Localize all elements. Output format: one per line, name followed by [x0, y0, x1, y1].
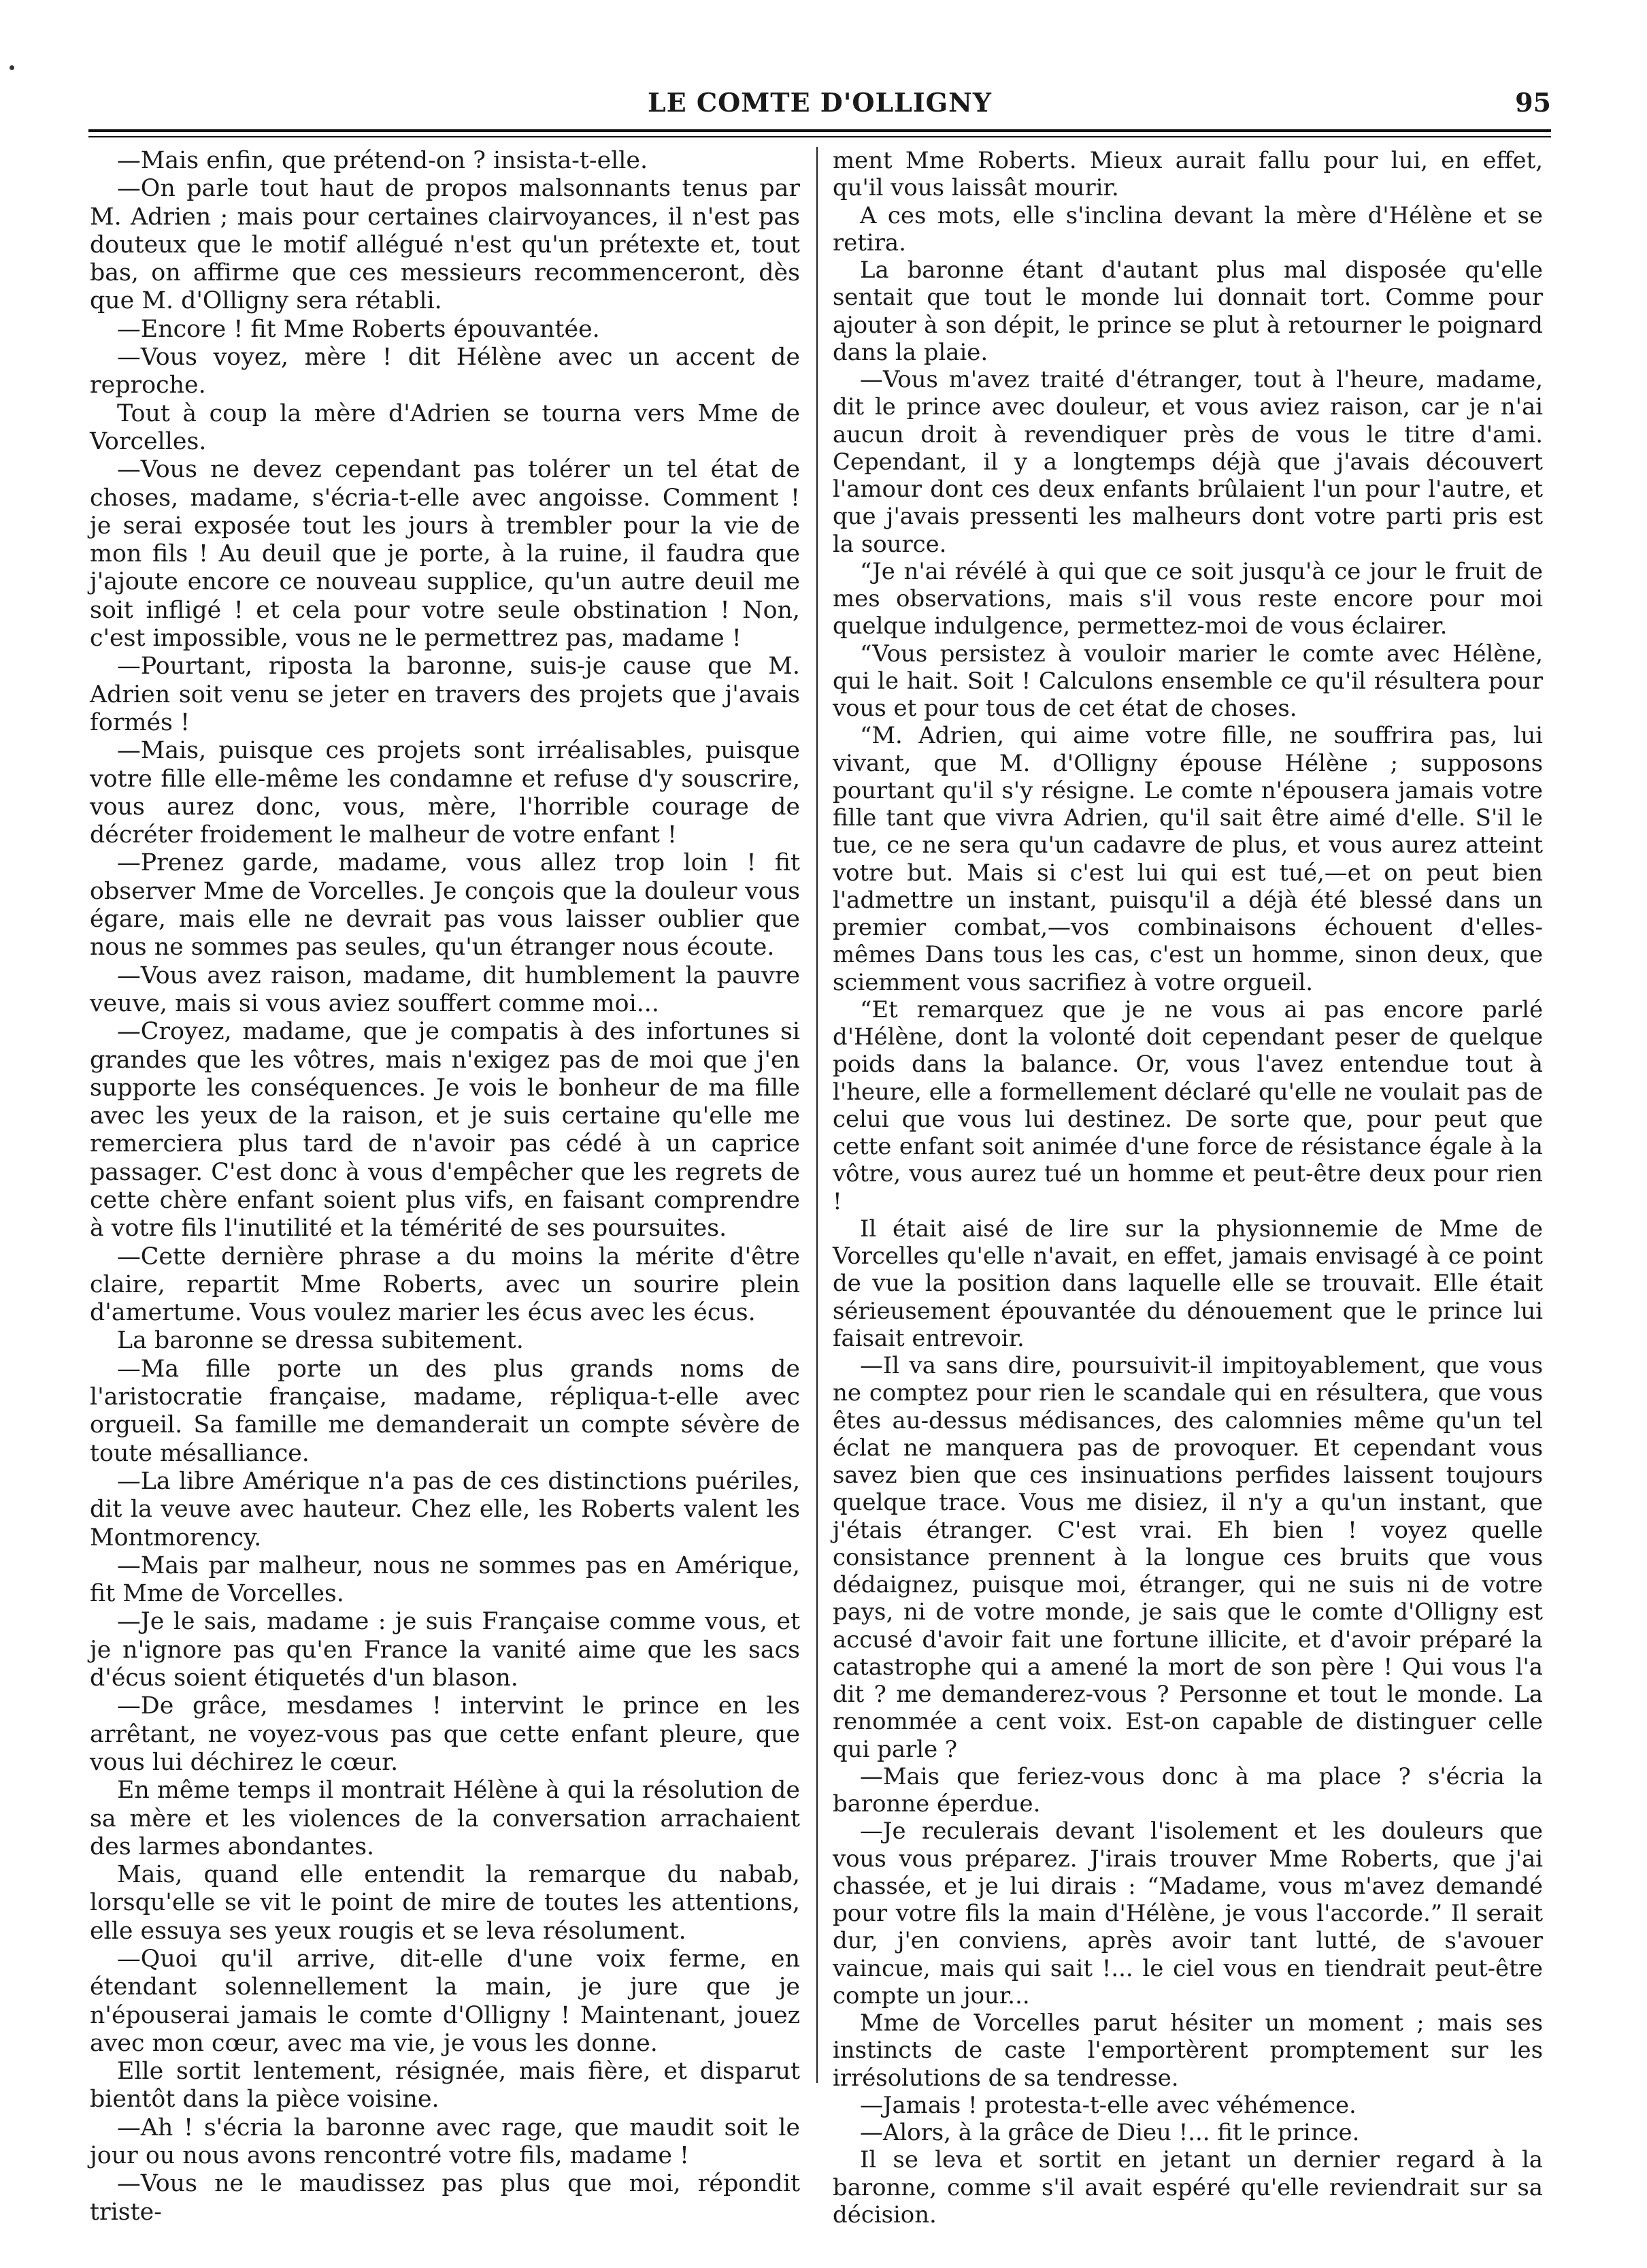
paragraph: —Ah ! s'écria la baronne avec rage, que maudit soit le jour ou nous avons rencontré votre fils, madame ! — [90, 2114, 800, 2170]
paragraph: —Alors, à la grâce de Dieu !... fit le prince. — [860, 2119, 1360, 2146]
page-header — [88, 87, 1551, 127]
paragraph: “Je n'ai révélé à qui que ce soit jusqu'à ce jour le fruit de mes observations, mais s'il vous reste encore pour moi quelque indulgence, permettez-moi de vous éclairer. — [833, 557, 1543, 640]
header-rule-thin — [88, 136, 1551, 137]
paragraph: —Mais que feriez-vous donc à ma place ? s'écria la baronne éperdue. — [833, 1762, 1543, 1817]
paragraph: —De grâce, mesdames ! intervint le prince en les arrêtant, ne voyez-vous pas que cette enfant pleure, que vous lui déchirez le cœur. — [90, 1692, 800, 1776]
paragraph: La baronne se dressa subitement. — [117, 1327, 524, 1355]
page-number: 95 — [1515, 87, 1551, 118]
paragraph: —Il va sans dire, poursuivit-il impitoyablement, que vous ne comptez pour rien le scandale qui en résultera, que vous êtes au-dessus médisances, des calomnies même qu'un tel éclat ne manquera pas de provoquer. Et cependant vous savez bien que ces insinuations perfides laissent toujours quelque trace. Vous me disiez, il n'y a qu'un instant, que j'étais étranger. C'est vrai. Eh bien ! voyez quelle consistance prennent à la longue ces bruits que vous dédaignez, puisque moi, étranger, qui ne suis ni de votre pays, ni de votre monde, je sais que le comte d'Olligny est accusé d'avoir fait une fortune illicite, et d'avoir préparé la catastrophe qui a amené la mort de son père ! Qui vous l'a dit ? me demanderez-vous ? Personne et tout le monde. La renommée a cent voix. Est-on capable de distinguer celle qui parle ? — [833, 1352, 1543, 1762]
paragraph: “M. Adrien, qui aime votre fille, ne souffrira pas, lui vivant, que M. d'Olligny épouse Hélène ; supposons pourtant qu'il s'y résigne. Le comte n'épousera jamais votre fille tant que vivra Adrien, qu'il sait être aimé d'elle. S'il le tue, ce ne sera qu'un cadavre de plus, et vous aurez atteint votre but. Mais si c'est lui qui est tué,—et on peut bien l'admettre un instant, puisqu'il a déjà été blessé dans un premier combat,—vos combinaisons échouent d'elles-mêmes Dans tous les cas, c'est un homme, sinon deux, que sciemment vous sacrifiez à votre orgueil. — [833, 722, 1543, 996]
text-column-right — [833, 147, 1543, 2229]
paragraph: —Croyez, madame, que je compatis à des infortunes si grandes que les vôtres, mais n'exigez pas de moi que j'en supporte les conséquences. Je vois le bonheur de ma fille avec les yeux de la raison, et je suis certaine qu'elle me remerciera plus tard de n'avoir pas cédé à un caprice passager. C'est donc à vous d'empêcher que les regrets de cette chère enfant soient plus vifs, en faisant comprendre à votre fils l'inutilité et la témérité de ses poursuites. — [90, 1018, 800, 1243]
paragraph: Mais, quand elle entendit la remarque du nabab, lorsqu'elle se vit le point de mire de toutes les attentions, elle essuya ses yeux rougis et se leva résolument. — [90, 1861, 800, 1945]
paragraph: La baronne étant d'autant plus mal disposée qu'elle sentait que tout le monde lui donnait tort. Comme pour ajouter à son dépit, le prince se plut à retourner le poignard dans la plaie. — [833, 257, 1543, 365]
paragraph: En même temps il montrait Hélène à qui la résolution de sa mère et les violences de la conversation arrachaient des larmes abondantes. — [90, 1777, 800, 1860]
speck-mark — [10, 65, 14, 70]
paragraph: Il était aisé de lire sur la physionnemie de Mme de Vorcelles qu'elle n'avait, en effet, jamais envisagé à ce point de vue la position dans laquelle elle se trouvait. Elle était sérieusement épouvantée du dénouement que le prince lui faisait entrevoir. — [833, 1215, 1543, 1351]
paragraph: A ces mots, elle s'inclina devant la mère d'Hélène et se retira. — [833, 201, 1543, 256]
column-divider — [816, 147, 818, 2083]
paragraph: Elle sortit lentement, résignée, mais fière, et disparut bientôt dans la pièce voisine. — [90, 2058, 800, 2114]
paragraph: —Quoi qu'il arrive, dit-elle d'une voix ferme, en étendant solennellement la main, je jure que je n'épouserai jamais le comte d'Olligny ! Maintenant, jouez avec mon cœur, avec ma vie, je vous les donne. — [90, 1945, 800, 2057]
paragraph: —On parle tout haut de propos malsonnants tenus par M. Adrien ; mais pour certaines clairvoyances, il n'est pas douteux que le motif allégué n'est qu'un prétexte et, tout bas, on affirme que ces messieurs recommenceront, dès que M. d'Olligny sera rétabli. — [90, 175, 800, 315]
paragraph: —Prenez garde, madame, vous allez trop loin ! fit observer Mme de Vorcelles. Je conçois que la douleur vous égare, mais elle ne devrait pas vous laisser oublier que nous ne sommes pas seules, qu'un étranger nous écoute. — [90, 849, 800, 962]
paragraph: —Vous voyez, mère ! dit Hélène avec un accent de reproche. — [90, 344, 800, 399]
running-title: LE COMTE D'OLLIGNY — [647, 87, 992, 118]
paragraph: —La libre Amérique n'a pas de ces distinctions puériles, dit la veuve avec hauteur. Chez elle, les Roberts valent les Montmorency. — [90, 1467, 800, 1551]
paragraph: —Vous ne devez cependant pas tolérer un tel état de choses, madame, s'écria-t-elle avec angoisse. Comment ! je serai exposée tout les jours à trembler pour la vie de mon fils ! Au deuil que je porte, à la ruine, il faudra que j'ajoute encore ce nouveau supplice, qu'un autre deuil me soit infligé ! et cela pour votre seule obstination ! Non, c'est impossible, vous ne le permettrez pas, madame ! — [90, 456, 800, 653]
paragraph: Mme de Vorcelles parut hésiter un moment ; mais ses instincts de caste l'emportèrent promptement sur les irrésolutions de sa tendresse. — [833, 2009, 1543, 2091]
paragraph: —Vous m'avez traité d'étranger, tout à l'heure, madame, dit le prince avec douleur, et vous aviez raison, car je n'ai aucun droit à revendiquer près de vous le titre d'ami. Cependant, il y a longtemps déjà que j'avais découvert l'amour dont ces deux enfants brûlaient l'un pour l'autre, et que j'avais pressenti les malheurs dont votre parti pris est la source. — [833, 366, 1543, 557]
paragraph: —Pourtant, riposta la baronne, suis-je cause que M. Adrien soit venu se jeter en travers des projets que j'avais formés ! — [90, 653, 800, 736]
paragraph: —Mais, puisque ces projets sont irréalisables, puisque votre fille elle-même les condamne et refuse d'y souscrire, vous aurez donc, vous, mère, l'horrible courage de décréter froidement le malheur de votre enfant ! — [90, 737, 800, 849]
paragraph: —Mais par malheur, nous ne sommes pas en Amérique, fit Mme de Vorcelles. — [90, 1551, 800, 1608]
paragraph: —Vous avez raison, madame, dit humblement la pauvre veuve, mais si vous aviez souffert comme moi... — [90, 962, 800, 1017]
header-rule-thick — [88, 129, 1551, 132]
paragraph: —Je le sais, madame : je suis Française comme vous, et je n'ignore pas qu'en France la vanité aime que les sacs d'écus soient étiquetés d'un blason. — [90, 1608, 800, 1692]
paragraph: —Ma fille porte un des plus grands noms de l'aristocratie française, madame, répliqua-t-elle avec orgueil. Sa famille me demanderait un compte sévère de toute mésalliance. — [90, 1355, 800, 1467]
paragraph: “Vous persistez à vouloir marier le comte avec Hélène, qui le hait. Soit ! Calculons ensemble ce qu'il résultera pour vous et pour tous de cet état de choses. — [833, 640, 1543, 721]
paragraph: —Cette dernière phrase a du moins la mérite d'être claire, repartit Mme Roberts, avec un sourire plein d'amertume. Vous voulez marier les écus avec les écus. — [90, 1243, 800, 1327]
paragraph: —Jamais ! protesta-t-elle avec véhémence. — [860, 2091, 1357, 2118]
paragraph: Il se leva et sortit en jetant un dernier regard à la baronne, comme s'il avait espéré qu'elle reviendrait sur sa décision. — [833, 2146, 1543, 2228]
paragraph: Tout à coup la mère d'Adrien se tourna vers Mme de Vorcelles. — [90, 399, 800, 455]
paragraph: —Mais enfin, que prétend-on ? insista-t-elle. — [117, 147, 648, 174]
paragraph-continued: ment Mme Roberts. Mieux aurait fallu pour lui, en effet, qu'il vous laissât mourir. — [833, 147, 1543, 201]
paragraph: —Vous ne le maudissez pas plus que moi, répondit triste- — [90, 2170, 800, 2226]
paragraph: —Encore ! fit Mme Roberts épouvantée. — [117, 315, 600, 343]
paragraph: —Je reculerais devant l'isolement et les douleurs que vous vous préparez. J'irais trouver Mme Roberts, que j'ai chassée, et je lui dirais : “Madame, vous m'avez demandé pour votre fils la main d'Hélène, je vous l'accorde.” Il serait dur, j'en conviens, après avoir tant lutté, de s'avouer vaincue, mais qui sait !... le ciel vous en tiendrait peut-être compte un jour... — [833, 1818, 1543, 2009]
paragraph: “Et remarquez que je ne vous ai pas encore parlé d'Hélène, dont la volonté doit cependant peser de quelque poids dans la balance. Or, vous l'avez entendue tout à l'heure, elle a formellement déclaré qu'elle ne voulait pas de celui que vous lui destinez. De sorte que, pour peut que cette enfant soit animée d'une force de résistance égale à la vôtre, vous aurez tué un homme et peut-être deux pour rien ! — [833, 996, 1543, 1215]
text-column-left — [90, 147, 800, 2226]
